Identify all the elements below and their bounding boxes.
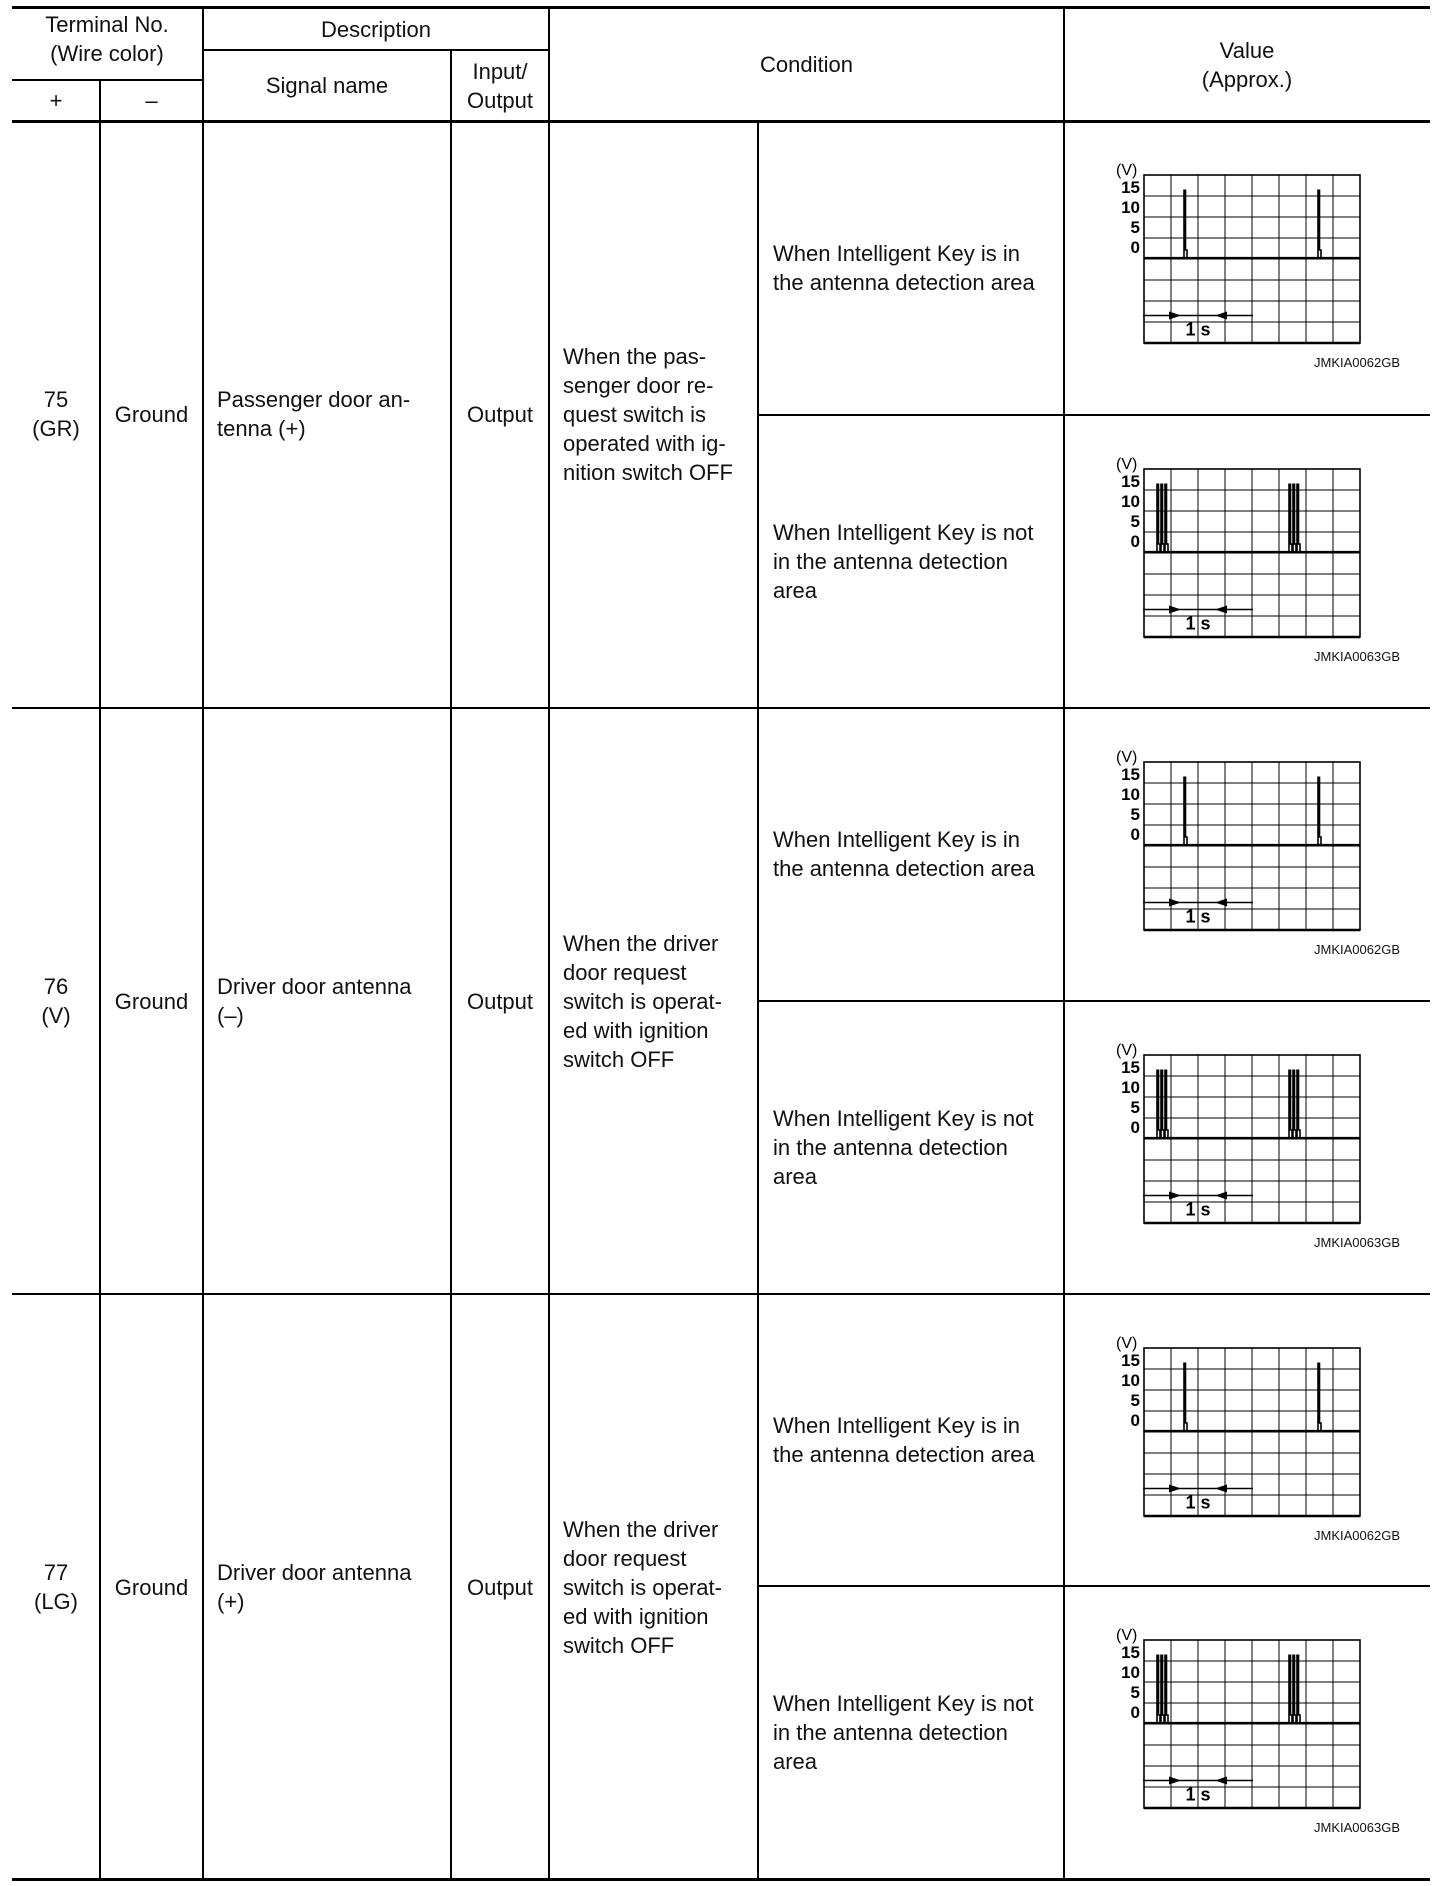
condition-line: When the pas- <box>563 343 707 369</box>
condition-line: switch OFF <box>563 1046 675 1072</box>
header-terminal-no: Terminal No. <box>45 12 169 37</box>
condition-line: switch is operat- <box>563 1574 722 1600</box>
y-tick-label: 10 <box>1121 1078 1140 1097</box>
subcondition-line: in the antenna detection <box>773 1719 1008 1745</box>
y-tick-label: 15 <box>1121 765 1140 784</box>
condition-text <box>563 1515 722 1660</box>
figure-code: JMKIA0062GB <box>1314 355 1400 370</box>
signal-name-cell <box>203 708 451 1294</box>
subcondition-cell <box>758 121 1064 414</box>
condition-line: operated with ig- <box>563 430 726 456</box>
rule-bottom <box>12 1878 1430 1881</box>
y-tick-label: 10 <box>1121 198 1140 217</box>
waveform-in-area <box>1104 1336 1404 1536</box>
condition-line: ed with ignition <box>563 1017 709 1043</box>
signal-name-line: Driver door antenna <box>217 974 412 999</box>
subcondition-text <box>773 1104 1033 1191</box>
time-scale-label: 1 s <box>1185 1784 1211 1805</box>
condition-cell <box>549 1294 758 1880</box>
figure-code: JMKIA0062GB <box>1314 942 1400 957</box>
waveform-not-in-area <box>1104 457 1404 657</box>
terminal-number: 76 <box>43 974 69 999</box>
unit-label: (V) <box>1116 1628 1138 1644</box>
condition-cell <box>549 708 758 1294</box>
condition-line: switch is operat- <box>563 988 722 1014</box>
subcondition-line: the antenna detection area <box>773 856 1035 881</box>
figure-code: JMKIA0063GB <box>1314 1820 1400 1835</box>
signal-name-line: (+) <box>217 1589 245 1614</box>
y-tick-label: 0 <box>1130 532 1140 551</box>
unit-label: (V) <box>1116 1336 1138 1352</box>
header-terminal <box>12 8 202 70</box>
signal-name-line: tenna (+) <box>217 416 306 441</box>
time-scale-label: 1 s <box>1185 319 1211 340</box>
condition-line: When the driver <box>563 1516 719 1542</box>
subcondition-line: the antenna detection area <box>773 1441 1035 1467</box>
terminal-cell <box>12 1294 100 1880</box>
terminal-cell <box>12 121 100 707</box>
y-tick-label: 0 <box>1130 825 1140 844</box>
subcondition-line: When Intelligent Key is in <box>773 1412 1021 1438</box>
unit-label: (V) <box>1116 1043 1138 1059</box>
y-tick-label: 5 <box>1130 1683 1140 1702</box>
subcondition-cell <box>758 1001 1064 1293</box>
condition-line: door request <box>563 1545 687 1571</box>
condition-line: When the driver <box>563 930 719 956</box>
subcondition-line: area <box>773 1163 818 1189</box>
condition-cell <box>549 121 758 707</box>
terminal-text <box>34 1558 78 1616</box>
y-tick-label: 10 <box>1121 785 1140 804</box>
wire-color: (GR) <box>32 416 80 441</box>
subcondition-text <box>773 825 1035 883</box>
figure-code: JMKIA0063GB <box>1314 649 1400 664</box>
unit-label: (V) <box>1116 750 1138 766</box>
subcondition-line: area <box>773 1748 818 1774</box>
col-signal-io <box>450 50 452 1880</box>
rule-row3-split <box>758 1585 1430 1587</box>
subcondition-text <box>773 1689 1033 1776</box>
header-signal-name: Signal name <box>265 73 389 98</box>
subcondition-line: in the antenna detection <box>773 1134 1008 1160</box>
figure-code: JMKIA0063GB <box>1314 1235 1400 1250</box>
ground-cell: Ground <box>114 1574 189 1600</box>
y-tick-label: 5 <box>1130 512 1140 531</box>
terminal-cell <box>12 708 100 1294</box>
signal-name-text <box>217 1558 411 1616</box>
header-value-line2: (Approx.) <box>1201 66 1293 92</box>
subcondition-text <box>773 1411 1035 1469</box>
y-tick-label: 15 <box>1121 1351 1140 1370</box>
waveform-in-area <box>1104 750 1404 950</box>
subcondition-line: area <box>773 577 818 603</box>
subcondition-cell <box>758 415 1064 707</box>
figure-code: JMKIA0062GB <box>1314 1528 1400 1543</box>
signal-name-text <box>217 385 410 443</box>
wire-color: (LG) <box>34 1589 78 1614</box>
ground-cell: Ground <box>114 988 189 1014</box>
y-tick-label: 5 <box>1130 805 1140 824</box>
col-condition-split <box>757 121 759 1880</box>
signal-name-cell <box>203 1294 451 1880</box>
io-cell: Output <box>466 1574 534 1600</box>
header-description: Description <box>320 16 432 42</box>
subcondition-line: When Intelligent Key is in <box>773 827 1021 852</box>
subcondition-line: the antenna detection area <box>773 269 1035 295</box>
condition-text <box>563 929 722 1074</box>
subcondition-line: When Intelligent Key is in <box>773 240 1021 266</box>
rule-terminal-under <box>12 79 203 81</box>
header-condition: Condition <box>760 52 853 77</box>
waveform-in-area <box>1104 163 1404 363</box>
signal-name-cell <box>203 121 451 707</box>
time-scale-label: 1 s <box>1185 1492 1211 1513</box>
unit-label: (V) <box>1116 457 1138 473</box>
rule-row2-bottom <box>12 1293 1430 1295</box>
condition-line: quest switch is <box>563 401 707 427</box>
time-scale-label: 1 s <box>1185 1199 1211 1220</box>
y-tick-label: 15 <box>1121 1643 1140 1662</box>
y-tick-label: 10 <box>1121 1371 1140 1390</box>
terminal-number: 75 <box>43 387 69 412</box>
y-tick-label: 0 <box>1130 1703 1140 1722</box>
header-value-line1: Value <box>1219 37 1275 63</box>
terminal-number: 77 <box>43 1560 69 1585</box>
unit-label: (V) <box>1116 163 1138 179</box>
header-io-line1: Input/ <box>472 58 528 84</box>
y-tick-label: 5 <box>1130 218 1140 237</box>
y-tick-label: 0 <box>1130 1411 1140 1430</box>
ground-cell: Ground <box>114 401 189 427</box>
wire-color: (V) <box>41 1003 71 1028</box>
header-plus: + <box>49 88 63 113</box>
y-tick-label: 15 <box>1121 1058 1140 1077</box>
header-minus: – <box>145 88 158 113</box>
signal-name-line: (–) <box>217 1003 244 1028</box>
signal-name-text <box>217 972 411 1030</box>
subcondition-line: When Intelligent Key is not <box>773 1105 1034 1131</box>
condition-text <box>563 342 733 487</box>
y-tick-label: 15 <box>1121 472 1140 491</box>
terminal-text <box>41 972 70 1030</box>
y-tick-label: 5 <box>1130 1391 1140 1410</box>
subcondition-line: When Intelligent Key is not <box>773 1690 1034 1716</box>
subcondition-text <box>773 518 1033 605</box>
io-cell: Output <box>466 988 534 1014</box>
rule-top <box>12 6 1430 9</box>
condition-line: senger door re- <box>563 372 714 398</box>
io-cell: Output <box>466 401 534 427</box>
rule-header-bottom <box>12 120 1430 123</box>
subcondition-text <box>773 239 1035 297</box>
time-scale-label: 1 s <box>1185 906 1211 927</box>
rule-row1-bottom <box>12 707 1430 709</box>
header-value <box>1064 8 1430 121</box>
y-tick-label: 0 <box>1130 238 1140 257</box>
rule-row2-split <box>758 1000 1430 1002</box>
terminal-text <box>32 385 80 443</box>
y-tick-label: 5 <box>1130 1098 1140 1117</box>
subcondition-line: in the antenna detection <box>773 548 1008 574</box>
rule-row1-split <box>758 414 1430 416</box>
col-condition-value <box>1063 7 1065 1880</box>
waveform-not-in-area <box>1104 1628 1404 1828</box>
col-terminal-description <box>202 7 204 1880</box>
col-plus-minus <box>99 80 101 1880</box>
signal-name-line: Driver door antenna <box>217 1560 412 1585</box>
time-scale-label: 1 s <box>1185 613 1211 634</box>
subcondition-cell <box>758 1586 1064 1878</box>
signal-name-line: Passenger door an- <box>217 387 411 412</box>
y-tick-label: 10 <box>1121 492 1140 511</box>
condition-line: switch OFF <box>563 1632 675 1658</box>
subcondition-line: When Intelligent Key is not <box>773 519 1034 545</box>
y-tick-label: 10 <box>1121 1663 1140 1682</box>
y-tick-label: 0 <box>1130 1118 1140 1137</box>
header-io-line2: Output <box>466 87 534 113</box>
y-tick-label: 15 <box>1121 178 1140 197</box>
condition-line: door request <box>563 959 687 985</box>
header-wire-color: (Wire color) <box>50 41 164 66</box>
subcondition-cell <box>758 1294 1064 1585</box>
condition-line: ed with ignition <box>563 1603 709 1629</box>
rule-description-under <box>203 49 549 51</box>
waveform-not-in-area <box>1104 1043 1404 1243</box>
col-description-condition <box>548 7 550 1880</box>
condition-line: nition switch OFF <box>563 459 733 485</box>
header-input-output <box>451 50 549 121</box>
subcondition-cell <box>758 708 1064 1000</box>
